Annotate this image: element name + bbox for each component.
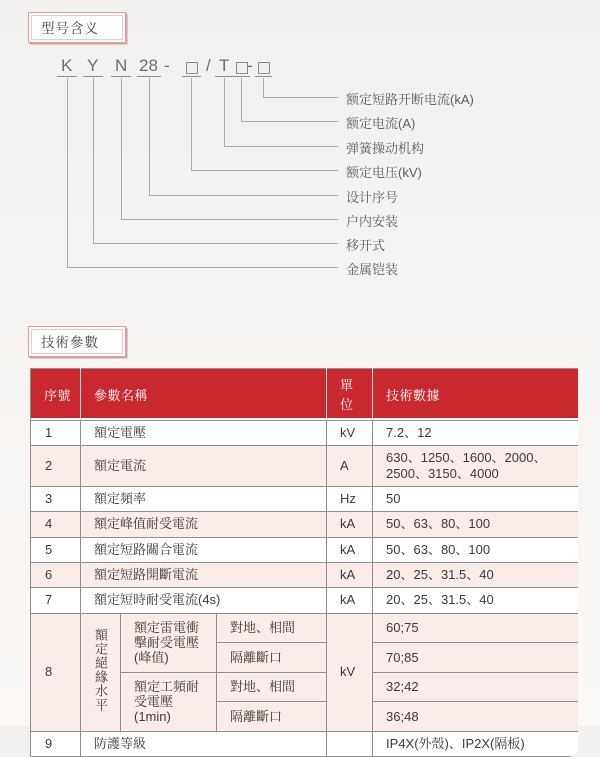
model-part-k: K xyxy=(61,56,73,75)
connector-line xyxy=(224,146,338,147)
row-no: 9 xyxy=(31,731,81,756)
param-unit: kV xyxy=(327,613,373,731)
connector-line xyxy=(241,78,242,121)
diagram-label: 移开式 xyxy=(346,238,386,253)
param-name: 額定短路關合電流 xyxy=(81,537,327,562)
row-no: 3 xyxy=(31,486,81,511)
table-row xyxy=(31,537,579,562)
table-row xyxy=(31,731,579,756)
model-separator-dash: - xyxy=(164,56,170,75)
param-data: 20、25、31.5、40 xyxy=(373,588,578,613)
connector-line xyxy=(93,243,338,244)
header-data: 技術數據 xyxy=(373,369,578,421)
param-unit: A xyxy=(327,446,373,487)
param-unit: kA xyxy=(327,588,373,613)
condition-label: 隔離斷口 xyxy=(217,702,327,732)
table-row xyxy=(31,421,579,446)
connector-line xyxy=(191,170,338,171)
param-name: 額定峰值耐受電流 xyxy=(81,512,327,537)
model-separator-slash: / xyxy=(206,56,211,75)
section-title-tech-params: 技術參數 xyxy=(28,326,126,357)
row-no: 7 xyxy=(31,588,81,613)
table-row xyxy=(31,512,579,537)
insulation-group-name xyxy=(81,613,121,731)
row-no: 1 xyxy=(31,421,81,446)
diagram-label: 额定电压(kV) xyxy=(346,165,422,180)
param-data: 50、63、80、100 xyxy=(373,512,578,537)
connector-line xyxy=(149,195,338,196)
param-data: 50 xyxy=(373,486,578,511)
section-title-model-meaning: 型号含义 xyxy=(28,12,126,43)
param-name: 額定電壓 xyxy=(81,421,327,446)
underline xyxy=(83,76,103,77)
diagram-label: 设计序号 xyxy=(346,190,399,205)
diagram-label: 金属铠装 xyxy=(346,262,399,277)
underline xyxy=(182,76,201,77)
param-unit: kV xyxy=(327,421,373,446)
underline xyxy=(233,76,250,77)
param-unit: kA xyxy=(327,512,373,537)
model-part-28: 28 xyxy=(139,56,158,75)
table-row-insulation xyxy=(31,613,579,642)
row-no: 5 xyxy=(31,537,81,562)
row-no: 8 xyxy=(31,613,81,731)
row-no: 2 xyxy=(31,446,81,487)
table-row xyxy=(31,446,579,487)
underline xyxy=(215,76,234,77)
diagram-label: 户内安装 xyxy=(346,214,399,229)
table-row xyxy=(31,486,579,511)
connector-line xyxy=(224,78,225,146)
underline xyxy=(111,76,131,77)
row-no: 4 xyxy=(31,512,81,537)
power-frequency-name: 額定工頻耐受電壓(1min) xyxy=(121,672,217,731)
param-data: 36;48 xyxy=(373,702,578,732)
model-part-t: T xyxy=(219,56,230,75)
param-unit: Hz xyxy=(327,486,373,511)
connector-line xyxy=(263,97,338,98)
table-row xyxy=(31,562,579,587)
param-name: 額定短路開斷電流 xyxy=(81,562,327,587)
connector-line xyxy=(191,78,192,170)
vertical-label: 額定絕緣水平 xyxy=(93,628,108,713)
param-name: 額定電流 xyxy=(81,446,327,487)
diagram-label: 额定电流(A) xyxy=(346,116,416,131)
table-header-row xyxy=(31,369,579,421)
condition-label: 對地、相間 xyxy=(217,613,327,642)
model-part-y: Y xyxy=(87,56,99,75)
placeholder-box-icon xyxy=(258,62,270,74)
param-name: 額定短時耐受電流(4s) xyxy=(81,588,327,613)
param-data: 60;75 xyxy=(373,613,578,642)
connector-line xyxy=(121,78,122,219)
underline xyxy=(255,76,272,77)
param-data: 70;85 xyxy=(373,643,578,673)
param-data: 7.2、12 xyxy=(373,421,578,446)
connector-line xyxy=(121,219,338,220)
connector-line xyxy=(241,121,338,122)
param-name: 額定頻率 xyxy=(81,486,327,511)
param-data: 50、63、80、100 xyxy=(373,537,578,562)
param-data: 20、25、31.5、40 xyxy=(373,562,578,587)
table-row xyxy=(31,588,579,613)
row-no: 6 xyxy=(31,562,81,587)
header-name: 參數名稱 xyxy=(81,369,327,421)
diagram-label: 弹簧操动机构 xyxy=(346,141,425,156)
param-unit: kA xyxy=(327,562,373,587)
diagram-label: 额定短路开断电流(kA) xyxy=(346,92,474,107)
param-unit xyxy=(327,731,373,756)
condition-label: 對地、相間 xyxy=(217,672,327,701)
underline xyxy=(57,76,77,77)
placeholder-box-icon xyxy=(186,62,198,74)
connector-line xyxy=(67,78,68,267)
param-data: 630、1250、1600、2000、2500、3150、4000 xyxy=(373,446,578,487)
param-data: 32;42 xyxy=(373,672,578,701)
connector-line xyxy=(263,78,264,97)
param-data: IP4X(外殼)、IP2X(隔板) xyxy=(373,731,578,756)
connector-line xyxy=(67,267,338,268)
connector-line xyxy=(93,78,94,243)
underline xyxy=(137,76,161,77)
condition-label: 隔離斷口 xyxy=(217,643,327,673)
header-unit: 單位 xyxy=(327,369,373,421)
header-index: 序號 xyxy=(31,369,81,421)
param-name: 防護等級 xyxy=(81,731,327,756)
model-separator-dash: - xyxy=(247,56,253,75)
param-unit: kA xyxy=(327,537,373,562)
model-part-n: N xyxy=(115,56,128,75)
connector-line xyxy=(149,78,150,195)
tech-params-table xyxy=(30,368,578,757)
lightning-impulse-name: 額定雷電衝擊耐受電壓(峰值) xyxy=(121,613,217,672)
